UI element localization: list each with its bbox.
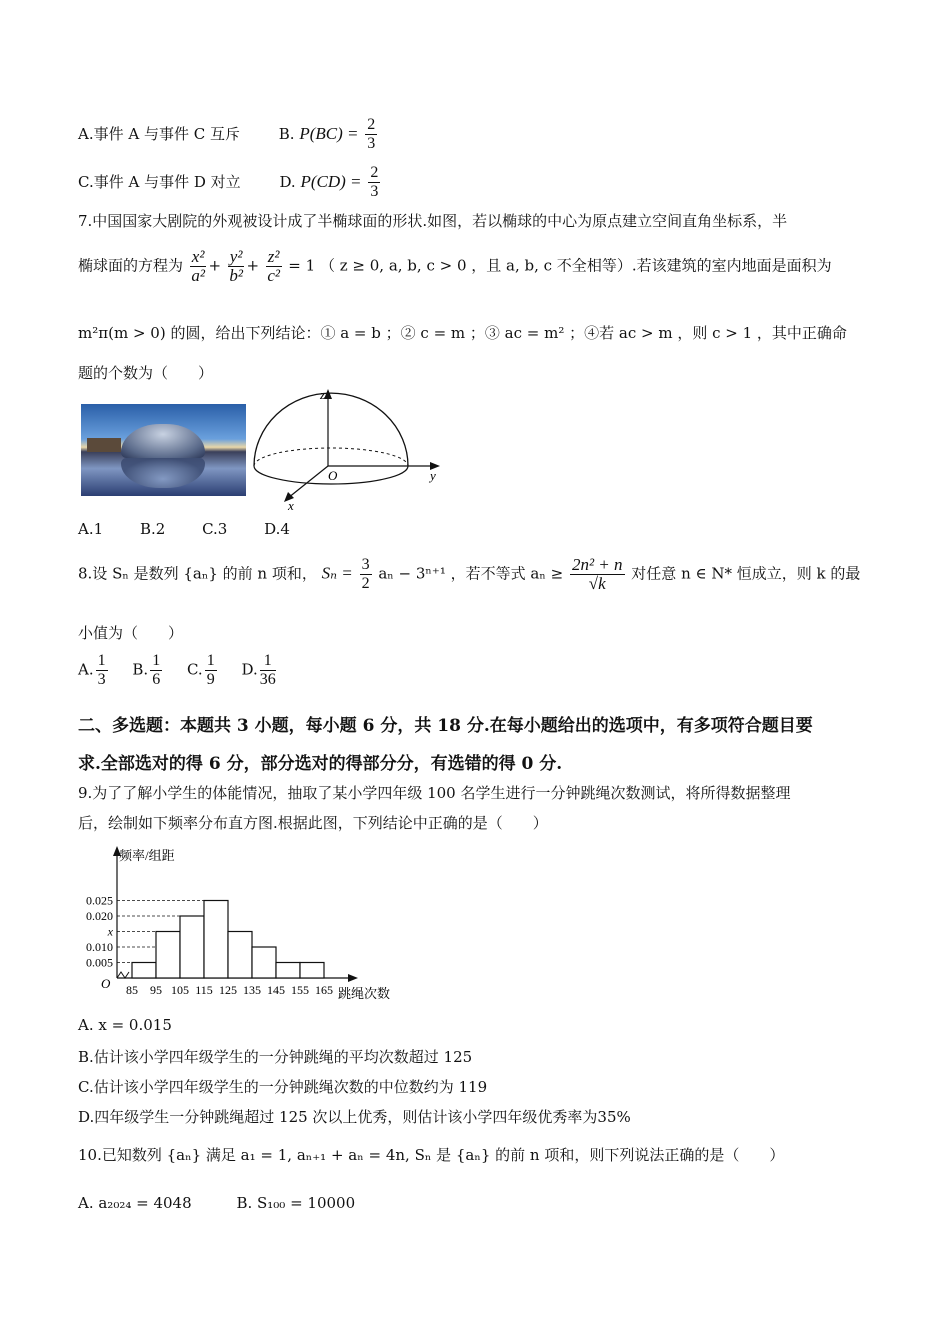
q7-stem-line-4: 题的个数为（ ） [78,364,214,382]
origin-label: O [101,976,111,991]
fraction-denominator: c² [267,266,280,285]
fraction-denominator: 36 [259,671,276,688]
fraction-denominator: 3 [370,183,379,200]
option-label: B. [132,660,149,679]
x-tick-label: 145 [267,983,285,997]
eq-tail: = 1 [288,256,316,275]
eq-term-z [266,248,282,285]
fraction-numerator: 2n² + n [571,555,623,574]
q9-option-b[interactable]: B.估计该小学四年级学生的一分钟跳绳的平均次数超过 125 [78,1048,473,1066]
fraction-denominator: 9 [206,671,215,688]
q8-text-c: aₙ − 3ⁿ⁺¹ ，若不等式 aₙ ≥ [378,564,564,583]
q8-option-a[interactable] [78,652,110,689]
option-label: C. [186,660,203,679]
half-ellipsoid-diagram [248,386,448,514]
q9-stem-line-2: 后，绘制如下频率分布直方图.根据此图，下列结论中正确的是（ ） [78,814,548,832]
histogram-bar [228,932,252,979]
q6-option-b[interactable] [278,116,380,152]
q9-option-c[interactable]: C.估计该小学四年级学生的一分钟跳绳次数的中位数约为 119 [78,1078,488,1096]
option-fraction [205,652,217,689]
x-tick-label: 135 [243,983,261,997]
histogram-bar [132,963,156,979]
q8-stem-line-2: 小值为（ ） [78,624,184,642]
q8-stem-line-1 [78,556,860,593]
fraction-denominator: 6 [152,671,161,688]
dome-shape [121,424,205,458]
q6-option-b-label: B. [278,124,295,143]
q7-text: 椭球面的方程为 [78,256,184,275]
fraction-denominator: a² [191,266,205,285]
histogram-bar [204,901,228,979]
q8-option-c[interactable] [187,652,219,689]
fraction-numerator: 2 [367,116,376,133]
fraction-numerator: y² [229,247,243,266]
q8-options [78,652,312,689]
histogram-bar [180,916,204,978]
theater-photo [81,404,246,496]
q7-stem-line-3: m²π(m > 0) 的圆，给出下列结论：① a = b ；② c = m ；③ ac = m² ；④若 ac > m ，则 c > 1 ，其中正确命 [78,324,847,342]
q7-option-d[interactable]: D.4 [264,520,290,538]
q7-option-c[interactable]: C.3 [202,520,228,538]
axis-break-icon [117,972,129,978]
y-tick-label: 0.025 [86,893,113,908]
option-fraction [150,652,162,689]
q6-row-1 [78,116,379,153]
option-label: A. [78,660,94,679]
eq-term-y [228,248,245,285]
fraction-numerator: z² [267,247,280,266]
q6-option-c[interactable]: C.事件 A 与事件 D 对立 [78,172,241,191]
fraction-denominator: 3 [367,135,376,152]
base-back-arc [254,448,408,466]
fraction-numerator: 3 [361,556,370,573]
option-fraction [260,652,276,689]
y-tick-label: x [107,924,113,939]
x-tick-label: 155 [291,983,309,997]
building-shape [87,438,121,452]
y-axis-label: 频率/组距 [119,848,175,863]
q7-option-a[interactable]: A.1 [78,520,104,538]
histogram-bar [276,963,300,979]
x-tick-label: 125 [219,983,237,997]
y-tick-label: 0.020 [86,909,113,923]
fraction-numerator: 1 [97,652,106,669]
q6-option-b-expr: P(BC) = [299,123,359,143]
q6-row-2 [78,164,382,201]
x-axis-label: x [288,498,294,513]
histogram-bar [300,963,324,979]
q7-condition: （ z ≥ 0, a, b, c > 0 ，且 a, b, c 不全相等）.若该建筑的室内地面是面积为 [319,256,832,275]
fraction-numerator: 1 [152,652,161,669]
q10-stem: 10.已知数列 {aₙ} 满足 a₁ = 1, aₙ₊₁ + aₙ = 4n, Sₙ 是 {aₙ} 的前 n 项和，则下列说法正确的是（ ） [78,1146,785,1164]
x-tick-label: 115 [195,983,213,997]
q9-stem-line-1: 9.为了了解小学生的体能情况，抽取了某小学四年级 100 名学生进行一分钟跳绳次数测试，将所得数据整理 [78,784,791,802]
q8-text-a: 8.设 Sₙ 是数列 {aₙ} 的前 n 项和， [78,564,317,583]
q6-option-a[interactable]: A.事件 A 与事件 C 互斥 [78,124,240,143]
y-tick-label: 0.010 [86,940,113,954]
q6-option-d-expr: P(CD) = [300,171,362,191]
x-tick-label: 165 [315,983,333,997]
q8-option-b[interactable] [132,652,164,689]
z-arrow-icon [324,389,332,399]
fraction-numerator: 1 [260,652,276,671]
q7-stem-line-1: 7.中国国家大剧院的外观被设计成了半椭球面的形状.如图，若以椭球的中心为原点建立空间直角坐标系，半 [78,212,788,230]
q9-option-d[interactable]: D.四年级学生一分钟跳绳超过 125 次以上优秀，则估计该小学四年级优秀率为35% [78,1108,631,1126]
x-tick-label: 95 [150,983,162,997]
option-fraction [96,652,108,689]
fraction-denominator: b² [229,266,243,285]
dome-reflection [121,458,205,488]
q6-option-d-label: D. [279,172,296,191]
q10-option-b[interactable]: B. S₁₀₀ = 10000 [236,1194,356,1212]
q6-option-d-fraction [368,164,380,201]
section2-heading-line-1: 二、多选题：本题共 3 小题，每小题 6 分，共 18 分.在每小题给出的选项中，有多项符合题目要 [78,716,813,736]
q6-option-b-fraction [365,116,377,153]
q9-option-a[interactable]: A. x = 0.015 [78,1016,172,1034]
frequency-histogram [72,842,412,1004]
fraction-numerator: 2 [370,164,379,181]
q8-fraction-bound [570,556,625,593]
q7-stem-line-2: 椭球面的方程为 $\frac{\text{x²}}{\text{a²}}$ + $\frac{\text{y²}}{\text{b²}}$ + $\frac{\text{z²}}{\text{c²}}$ = 1 （ z ≥ 0, a, b, c > 0 ，且 a, b, c 不全相等）.若该建筑的室内地面是面积为 [78,247,832,285]
q10-option-a[interactable]: A. a₂₀₂₄ = 4048 [78,1194,192,1212]
fraction-numerator: x² [191,247,205,266]
fraction-denominator: 3 [97,671,106,688]
y-tick-label: 0.005 [86,955,113,970]
option-label: D. [241,660,258,679]
x-tick-label: 105 [171,983,189,997]
z-axis-label: z [320,387,326,402]
section2-heading-line-2: 求.全部选对的得 6 分，部分选对的得部分分，有选错的得 0 分. [78,754,563,774]
histogram-bar [156,932,180,979]
q8-sn-expr: Sₙ = [321,563,353,583]
y-axis-label: y [430,468,436,483]
origin-label: O [328,468,338,483]
q7-option-b[interactable]: B.2 [139,520,166,538]
q8-fraction-3-2 [360,556,372,593]
histogram-bar [252,947,276,978]
q7-options [78,520,324,538]
fraction-denominator: √k [588,574,606,593]
fraction-numerator: 1 [206,652,215,669]
eq-term-x [190,248,207,285]
x-tick-label: 85 [126,983,138,997]
q6-option-d[interactable] [279,164,382,200]
x-arrow-icon [348,974,358,982]
q10-options [78,1194,355,1212]
q8-text-d: 对任意 n ∈ N* 恒成立，则 k 的最 [631,564,861,583]
fraction-denominator: 2 [361,575,370,592]
x-axis-label: 跳绳次数 [338,986,391,1001]
ellipsoid-outline [254,393,408,466]
q8-option-d[interactable] [241,652,277,689]
